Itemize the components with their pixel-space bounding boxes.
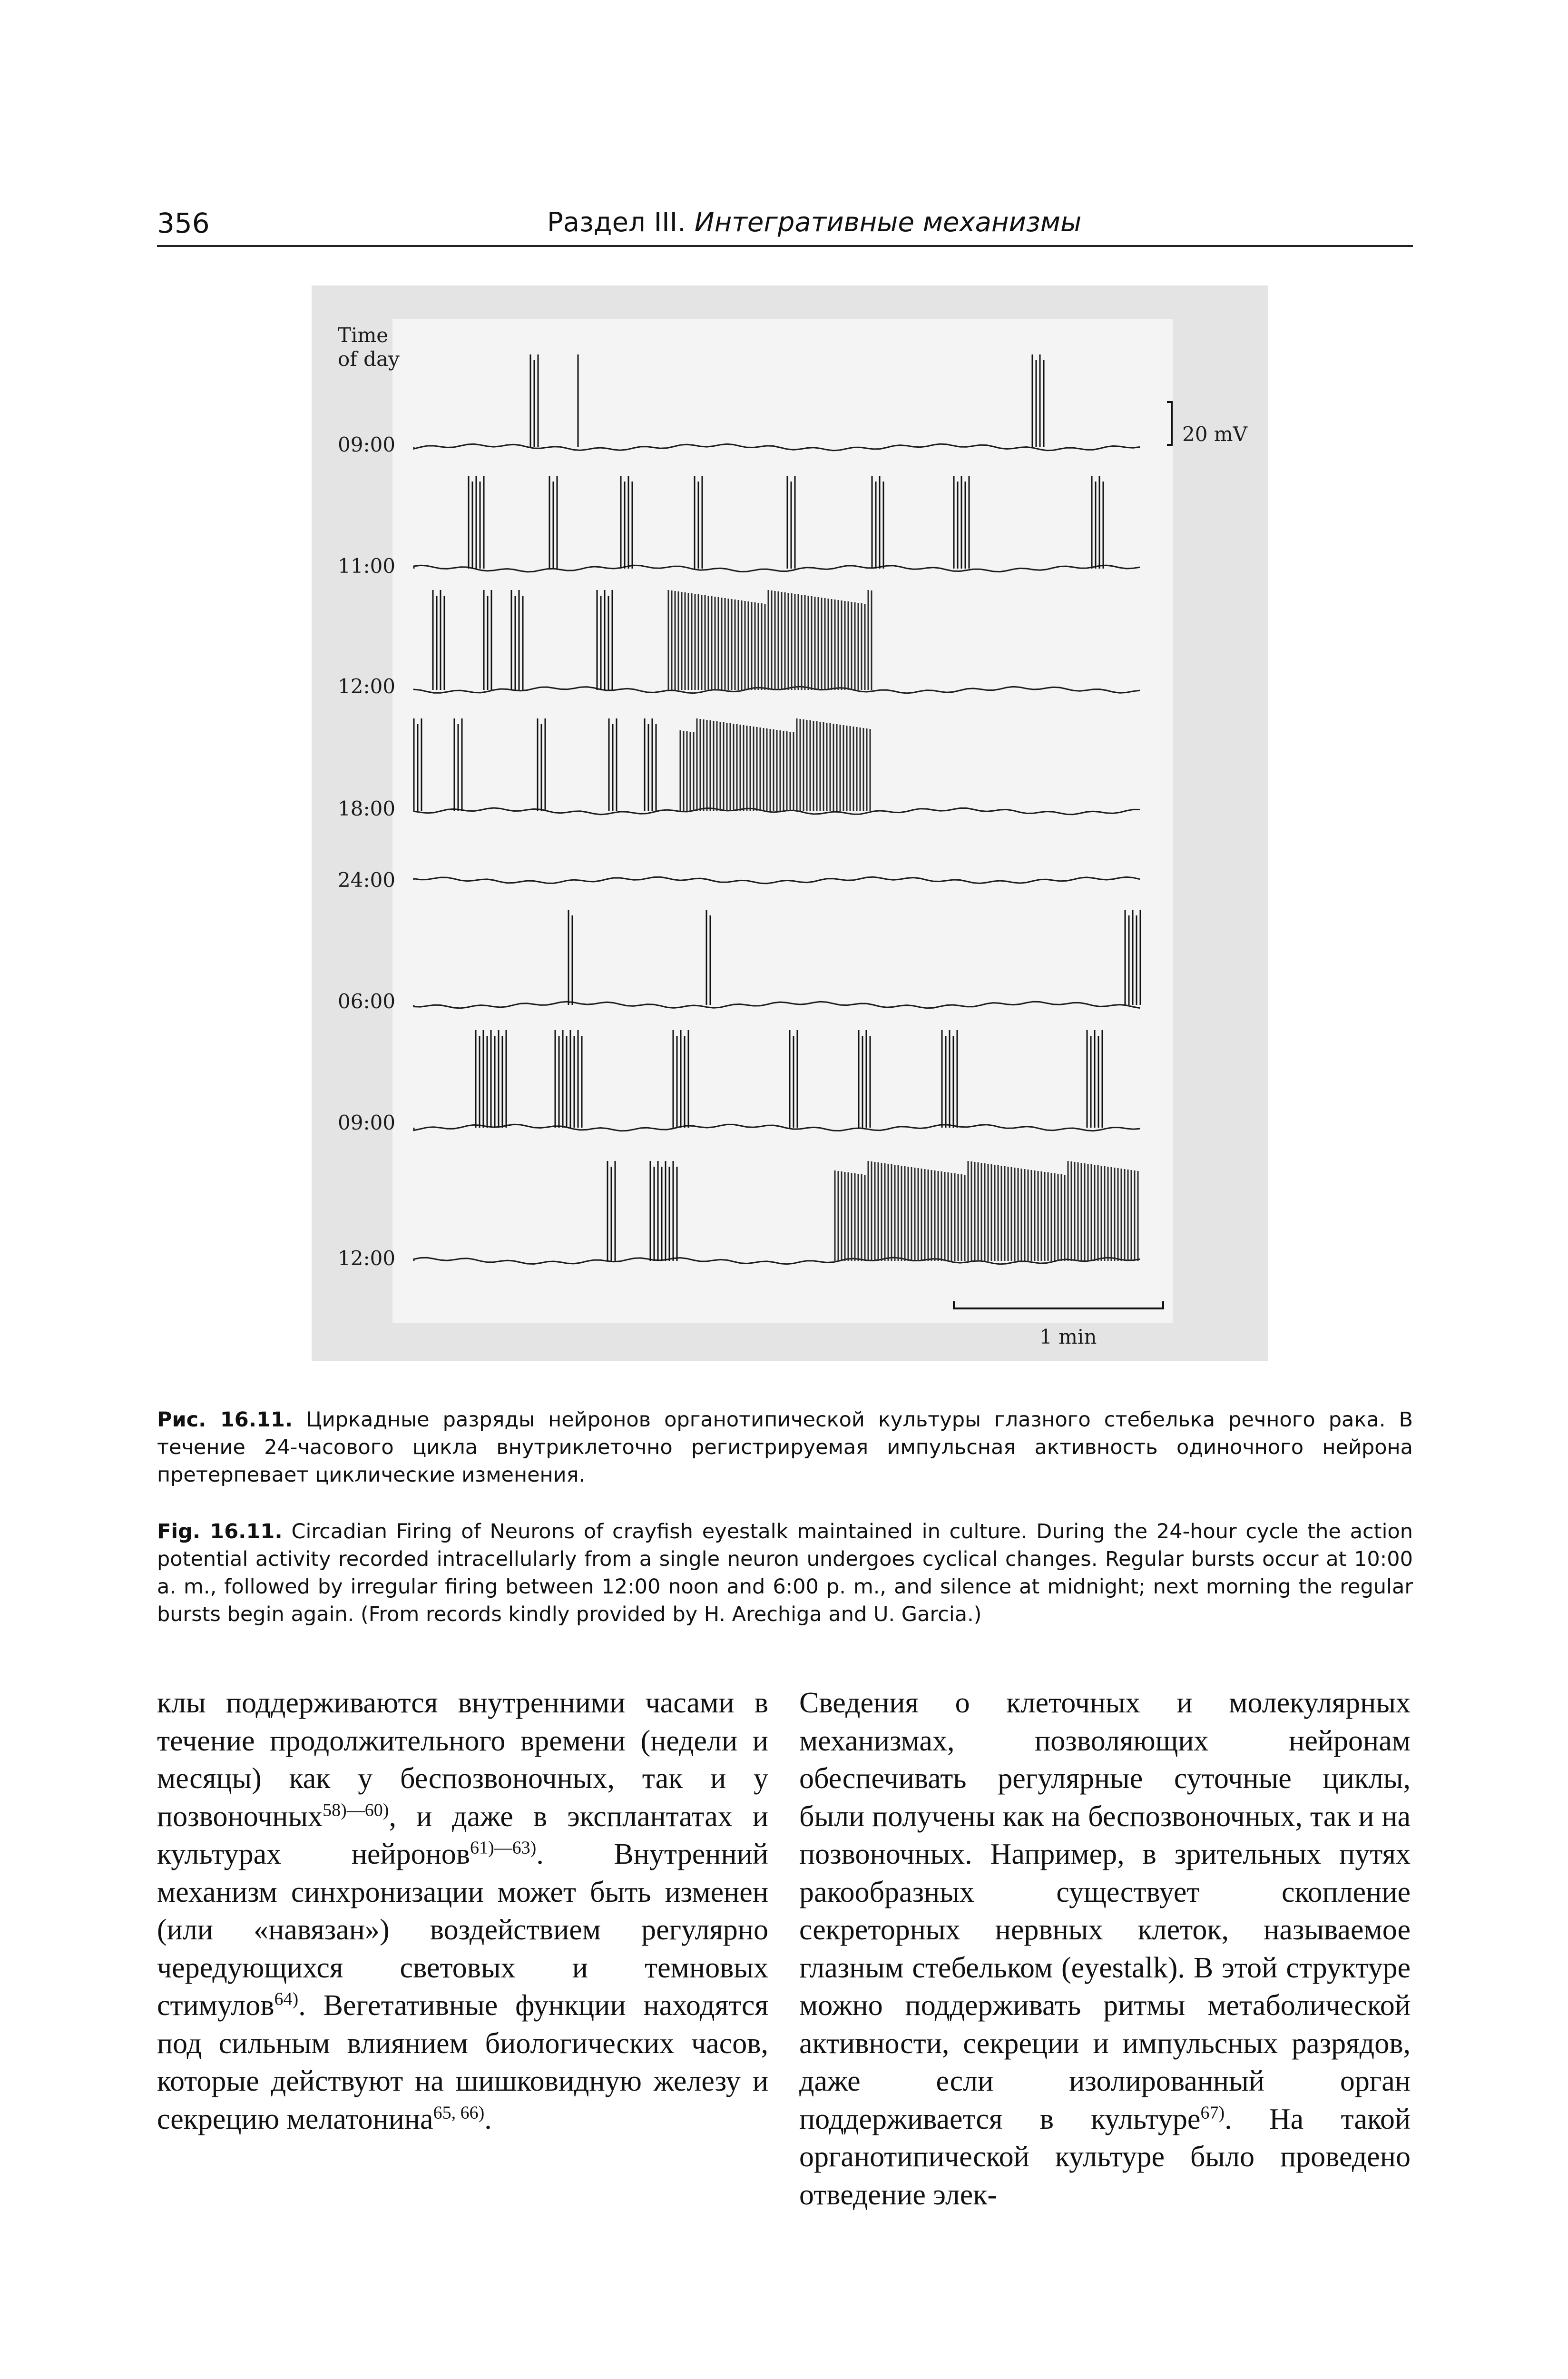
time-label: 12:00: [338, 675, 396, 698]
time-label: 12:00: [338, 1247, 396, 1270]
time-label: 06:00: [338, 990, 396, 1013]
body-text: . Вегетативные функции находятся под сильным влиянием биологических часов, которые действуют на шишковидную железу и секрецию мелатонина: [157, 1989, 768, 2135]
body-column-right: [799, 1684, 1411, 2214]
time-label: 18:00: [338, 797, 396, 820]
section-label: Раздел III.: [547, 207, 686, 238]
reference-superscript: 61)—63): [470, 1838, 537, 1858]
body-text: . На такой органотипической культуре было проведено отведение элек-: [799, 2103, 1411, 2211]
time-label: 09:00: [338, 1111, 396, 1134]
body-column-left: [157, 1684, 768, 2138]
reference-superscript: 64): [274, 1989, 299, 2009]
reference-superscript: 58)—60): [323, 1799, 389, 1820]
page-number: 356: [157, 207, 210, 239]
body-text: Сведения о клеточных и молекулярных механизмах, позволяющих нейронам обеспечивать регулярные суточные циклы, были получены как на беспозвоночных, так и на позвоночных. Например, в зрительных путях ракообразных существует скопление секреторных нервных клеток, называемое глазным стебельком (eyestalk). В этой структуре можно поддерживать ритмы метаболической активности, секреции и импульсных разрядов, даже если изолированный орган поддерживается в культуре: [799, 1687, 1411, 2135]
body-text: .: [484, 2103, 492, 2135]
caption-en-text: Circadian Firing of Neurons of crayfish eyestalk maintained in culture. During the 24-hour cycle the action potential activity recorded intracellularly from a single neuron undergoes cyclical changes. Regular bursts occur at 10:00 a. m., followed by irregular firing between 12:00 noon and 6:00 p. m., and silence at midnight; next morning the regular bursts begin again. (From records kindly provided by H. Arechiga and U. Garcia.): [157, 1520, 1413, 1626]
figure-plate: [392, 319, 1173, 1323]
section-title: Интегративные механизмы: [694, 207, 1082, 238]
caption-russian: [157, 1406, 1413, 1489]
body-text: , и даже в эксплантатах и культурах нейронов: [157, 1800, 768, 1870]
reference-superscript: 67): [1200, 2102, 1225, 2123]
figure-label-ru: Рис. 16.11.: [157, 1408, 293, 1432]
reference-superscript: 65, 66): [433, 2102, 485, 2123]
running-header: [157, 202, 1413, 247]
figure-label-en: Fig. 16.11.: [157, 1520, 283, 1543]
body-text: . Внутренний механизм синхронизации может быть изменен (или «навязан») воздействием регулярно чередующихся световых и темновых стимулов: [157, 1838, 768, 2022]
figure-16-11: [312, 285, 1268, 1361]
running-head: [547, 207, 1081, 238]
time-label: 09:00: [338, 433, 396, 456]
recording-traces: [312, 285, 1268, 1361]
time-label: 24:00: [338, 868, 396, 892]
time-axis-title-2: of day: [338, 347, 400, 371]
time-scale-label: 1 min: [1039, 1325, 1097, 1348]
time-axis-title: Time: [338, 324, 389, 347]
body-text: клы поддерживаются внутренними часами в течение продолжительного времени (недели и месяцы) как у беспозвоночных, так и у позвоночных: [157, 1687, 768, 1833]
caption-english: [157, 1518, 1413, 1628]
voltage-scale-label: 20 mV: [1182, 423, 1247, 446]
time-label: 11:00: [338, 554, 396, 578]
caption-ru-text: Циркадные разряды нейронов органотипической культуры глазного стебелька речного рака. В течение 24-часового цикла внутриклеточно регистрируемая импульсная активность одиночного нейрона претерпевает циклические изменения.: [157, 1408, 1413, 1487]
